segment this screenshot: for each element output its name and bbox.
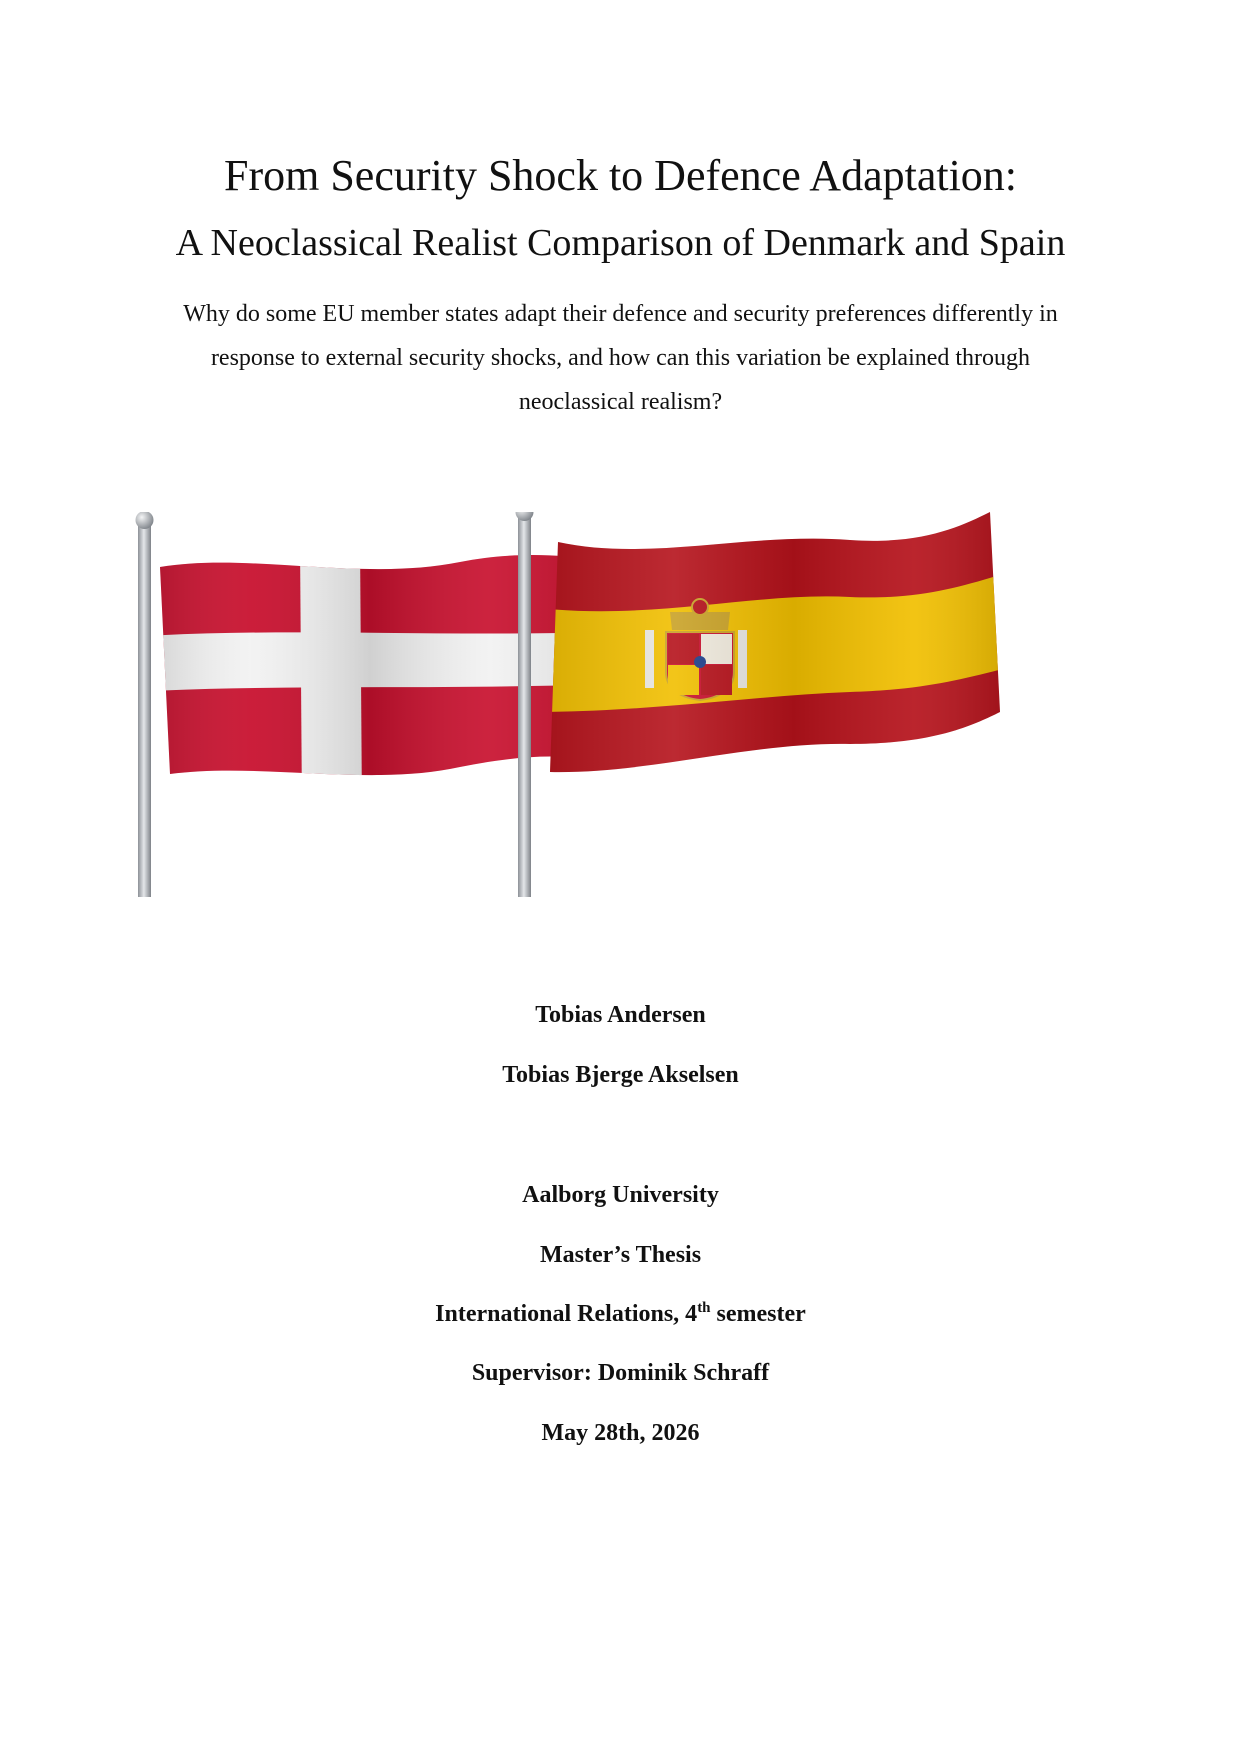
thesis-title: From Security Shock to Defence Adaptation:: [223, 151, 1018, 200]
author-name: Tobias Bjerge Akselsen: [502, 1062, 739, 1088]
flag-pole: [518, 512, 531, 897]
author-name: Tobias Andersen: [535, 1002, 706, 1028]
programme-line: [0, 1299, 1241, 1329]
thesis-subtitle: A Neoclassical Realist Comparison of Denmark and Spain: [175, 222, 1066, 264]
denmark-flag: [130, 512, 610, 812]
flag-pole: [138, 520, 151, 897]
supervisor-line: Supervisor: Dominik Schraff: [471, 1360, 770, 1386]
thesis-type: Master’s Thesis: [539, 1242, 702, 1268]
denmark-spain-flags-image: [130, 512, 1120, 897]
university-name: Aalborg University: [522, 1182, 719, 1208]
ordinal-suffix: th: [697, 1300, 711, 1316]
programme-text: International Relations, 4: [435, 1301, 698, 1327]
submission-date: May 28th, 2026: [541, 1420, 700, 1446]
semester-text: semester: [710, 1301, 806, 1327]
research-question: Why do some EU member states adapt their defence and security preferences differently in response to external security shocks, and how can this variation be explained through neoclassical realism?: [183, 301, 1058, 415]
spain-flag: [530, 512, 1010, 792]
